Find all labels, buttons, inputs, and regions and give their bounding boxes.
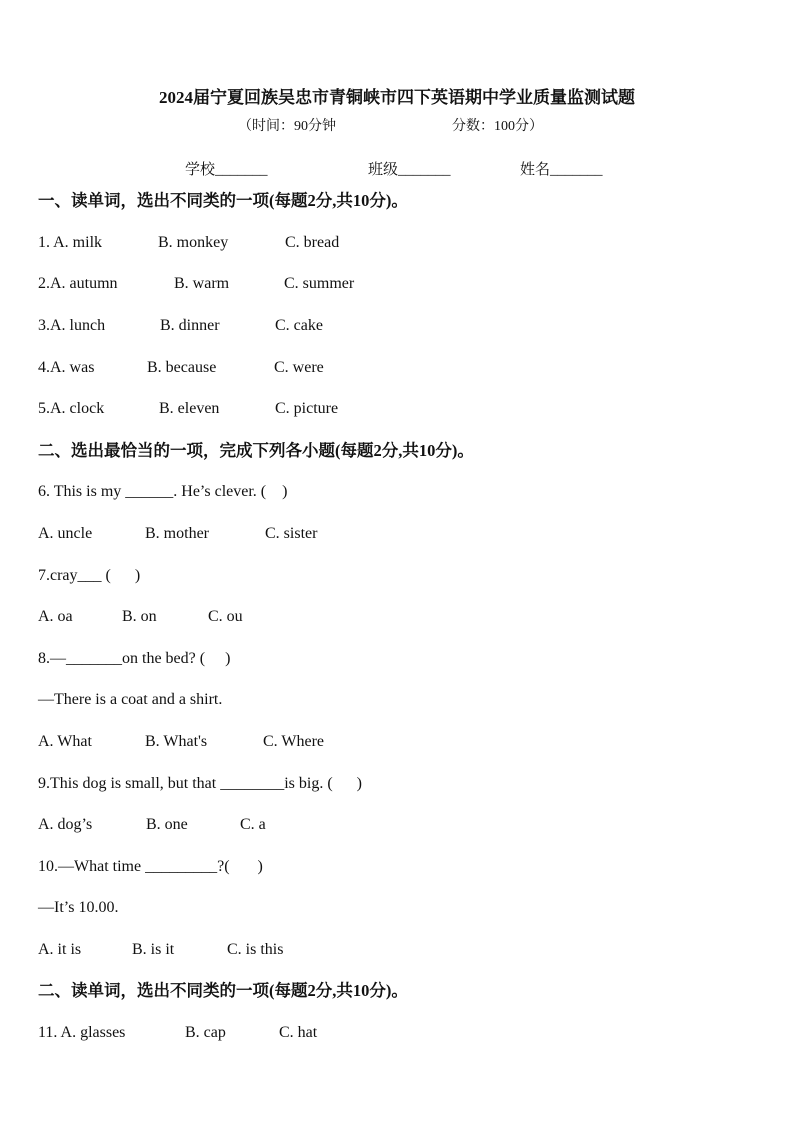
q9-option-a: A. dog’s (38, 816, 93, 833)
section-heading-1: 一、读单词，选出不同类的一项(每题2分,共10分)。 (38, 191, 408, 210)
q3-option-b: B. dinner (160, 317, 220, 334)
q11-option-c: C. hat (279, 1024, 318, 1041)
q10-option-b: B. is it (132, 941, 175, 958)
q8-stem: 8.—_______on the bed? ( ) (38, 650, 231, 667)
q1-option-c: C. bread (285, 234, 340, 251)
q7-option-a: A. oa (38, 608, 73, 625)
q3-option-c: C. cake (275, 317, 323, 334)
q2-option-c: C. summer (284, 275, 355, 292)
school-field: 学校_______ (185, 162, 268, 178)
q5-option-a: 5.A. clock (38, 400, 105, 417)
q2-option-b: B. warm (174, 275, 230, 292)
q7-stem: 7.cray___ ( ) (38, 567, 141, 584)
q6-option-a: A. uncle (38, 525, 93, 542)
q11-option-b: B. cap (185, 1024, 226, 1041)
q8-option-c: C. Where (263, 733, 325, 750)
time-limit: （时间：90分钟 (238, 119, 336, 134)
section-heading-2: 二、选出最恰当的一项，完成下列各小题(每题2分,共10分)。 (38, 441, 474, 460)
q9-option-b: B. one (146, 816, 188, 833)
q6-option-c: C. sister (265, 525, 318, 542)
q1-option-a: 1. A. milk (38, 234, 103, 251)
q8-option-a: A. What (38, 733, 92, 750)
q7-option-c: C. ou (208, 608, 243, 625)
q11-option-a: 11. A. glasses (38, 1024, 126, 1041)
q8-option-b: B. What's (145, 733, 208, 750)
q6-stem: 6. This is my ______. He’s clever. ( ) (38, 483, 288, 500)
q10-option-a: A. it is (38, 941, 82, 958)
q10-stem: 10.—What time _________?( ) (38, 858, 263, 875)
section-heading-3: 二、读单词，选出不同类的一项(每题2分,共10分)。 (38, 981, 408, 1000)
q7-option-b: B. on (122, 608, 157, 625)
q4-option-a: 4.A. was (38, 359, 95, 376)
document-title: 2024届宁夏回族吴忠市青铜峡市四下英语期中学业质量监测试题 (159, 88, 635, 107)
q3-option-a: 3.A. lunch (38, 317, 106, 334)
q2-option-a: 2.A. autumn (38, 275, 118, 292)
q9-stem: 9.This dog is small, but that ________is big. ( ) (38, 775, 362, 792)
q10-option-c: C. is this (227, 941, 284, 958)
name-field: 姓名_______ (520, 162, 603, 178)
total-score: 分数：100分） (452, 119, 543, 134)
q9-option-c: C. a (240, 816, 266, 833)
q5-option-b: B. eleven (159, 400, 220, 417)
q5-option-c: C. picture (275, 400, 339, 417)
q1-option-b: B. monkey (158, 234, 229, 251)
q8-answer-line: —There is a coat and a shirt. (38, 691, 223, 708)
q10-answer-line: —It’s 10.00. (38, 899, 119, 916)
q4-option-b: B. because (147, 359, 217, 376)
q6-option-b: B. mother (145, 525, 209, 542)
class-field: 班级_______ (368, 162, 451, 178)
q4-option-c: C. were (274, 359, 324, 376)
